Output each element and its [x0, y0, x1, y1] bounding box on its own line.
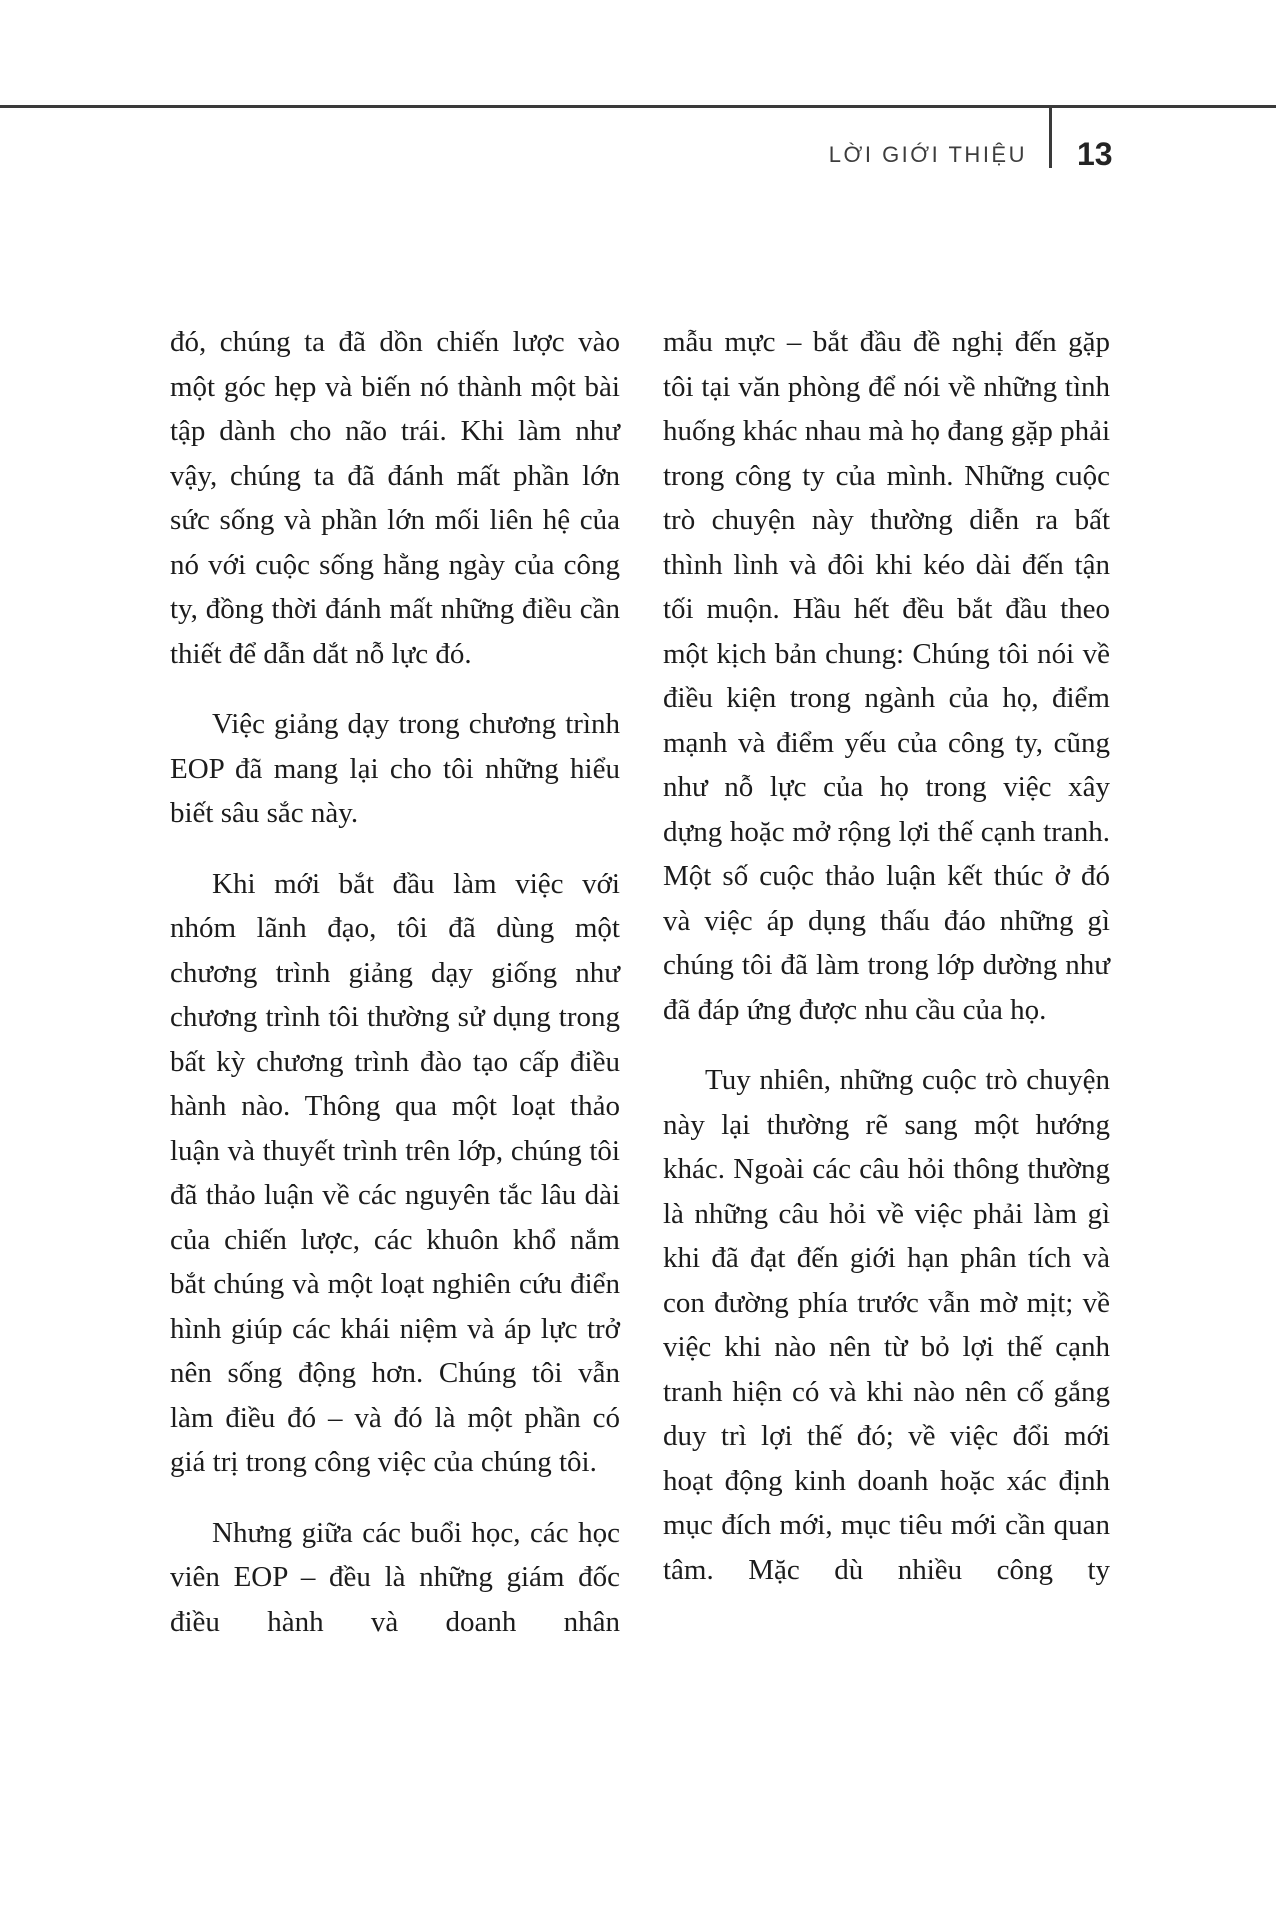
- running-header-title: LỜI GIỚI THIỆU: [828, 142, 1027, 167]
- header-rule: [0, 105, 1276, 108]
- paragraph-continuation: đó, chúng ta đã dồn chiến lược vào một góc hẹp và biến nó thành một bài tập dành cho não trái. Khi làm như vậy, chúng ta đã đánh mất phần lớn sức sống và phần lớn mối liên hệ của nó với cuộc sống hằng ngày của công ty, đồng thời đánh mất những điều cần thiết để dẫn dắt nỗ lực đó.: [170, 326, 620, 670]
- paragraph: Khi mới bắt đầu làm việc với nhóm lãnh đạo, tôi đã dùng một chương trình giảng dạy giống như chương trình tôi thường sử dụng trong bất kỳ chương trình đào tạo cấp điều hành nào. Thông qua một loạt thảo luận và thuyết trình trên lớp, chúng tôi đã thảo luận về các nguyên tắc lâu dài của chiến lược, các khuôn khổ nắm bắt chúng và một loạt nghiên cứu điển hình giúp các khái niệm và áp lực trở nên sống động hơn. Chúng tôi vẫn làm điều đó – và đó là một phần có giá trị trong công việc của chúng tôi.: [170, 867, 620, 1478]
- paragraph-continuation: mẫu mực – bắt đầu đề nghị đến gặp tôi tại văn phòng để nói về những tình huống khác nhau mà họ đang gặp phải trong công ty của mình. Những cuộc trò chuyện này thường diễn ra bất thình lình và đôi khi kéo dài đến tận tối muộn. Hầu hết đều bắt đầu theo một kịch bản chung: Chúng tôi nói về điều kiện trong ngành của họ, điểm mạnh và điểm yếu của công ty, cũng như nỗ lực của họ trong việc xây dựng hoặc mở rộng lợi thế cạnh tranh. Một số cuộc thảo luận kết thúc ở đó và việc áp dụng thấu đáo những gì chúng tôi đã làm trong lớp dường như đã đáp ứng được nhu cầu của họ.: [663, 326, 1110, 1026]
- paragraph: Việc giảng dạy trong chương trình EOP đã mang lại cho tôi những hiểu biết sâu sắc này.: [170, 708, 620, 829]
- paragraph-runover: Nhưng giữa các buổi học, các học viên EOP – đều là những giám đốc điều hành và doanh nhân: [170, 1516, 620, 1638]
- right-column: [663, 320, 1110, 1644]
- page-number: 13: [1077, 136, 1113, 172]
- left-column: [170, 320, 620, 1644]
- paragraph-runover: Tuy nhiên, những cuộc trò chuyện này lại thường rẽ sang một hướng khác. Ngoài các câu hỏi thông thường là những câu hỏi về việc phải làm gì khi đã đạt đến giới hạn phân tích và con đường phía trước vẫn mờ mịt; về việc khi nào nên từ bỏ lợi thế cạnh tranh hiện có và khi nào nên cố gắng duy trì lợi thế đó; về việc đổi mới hoạt động kinh doanh hoặc xác định mục đích mới, mục tiêu mới cần quan tâm. Mặc dù nhiều công ty: [663, 1064, 1110, 1586]
- text-block: [170, 320, 1110, 1644]
- header-divider: [1049, 105, 1052, 168]
